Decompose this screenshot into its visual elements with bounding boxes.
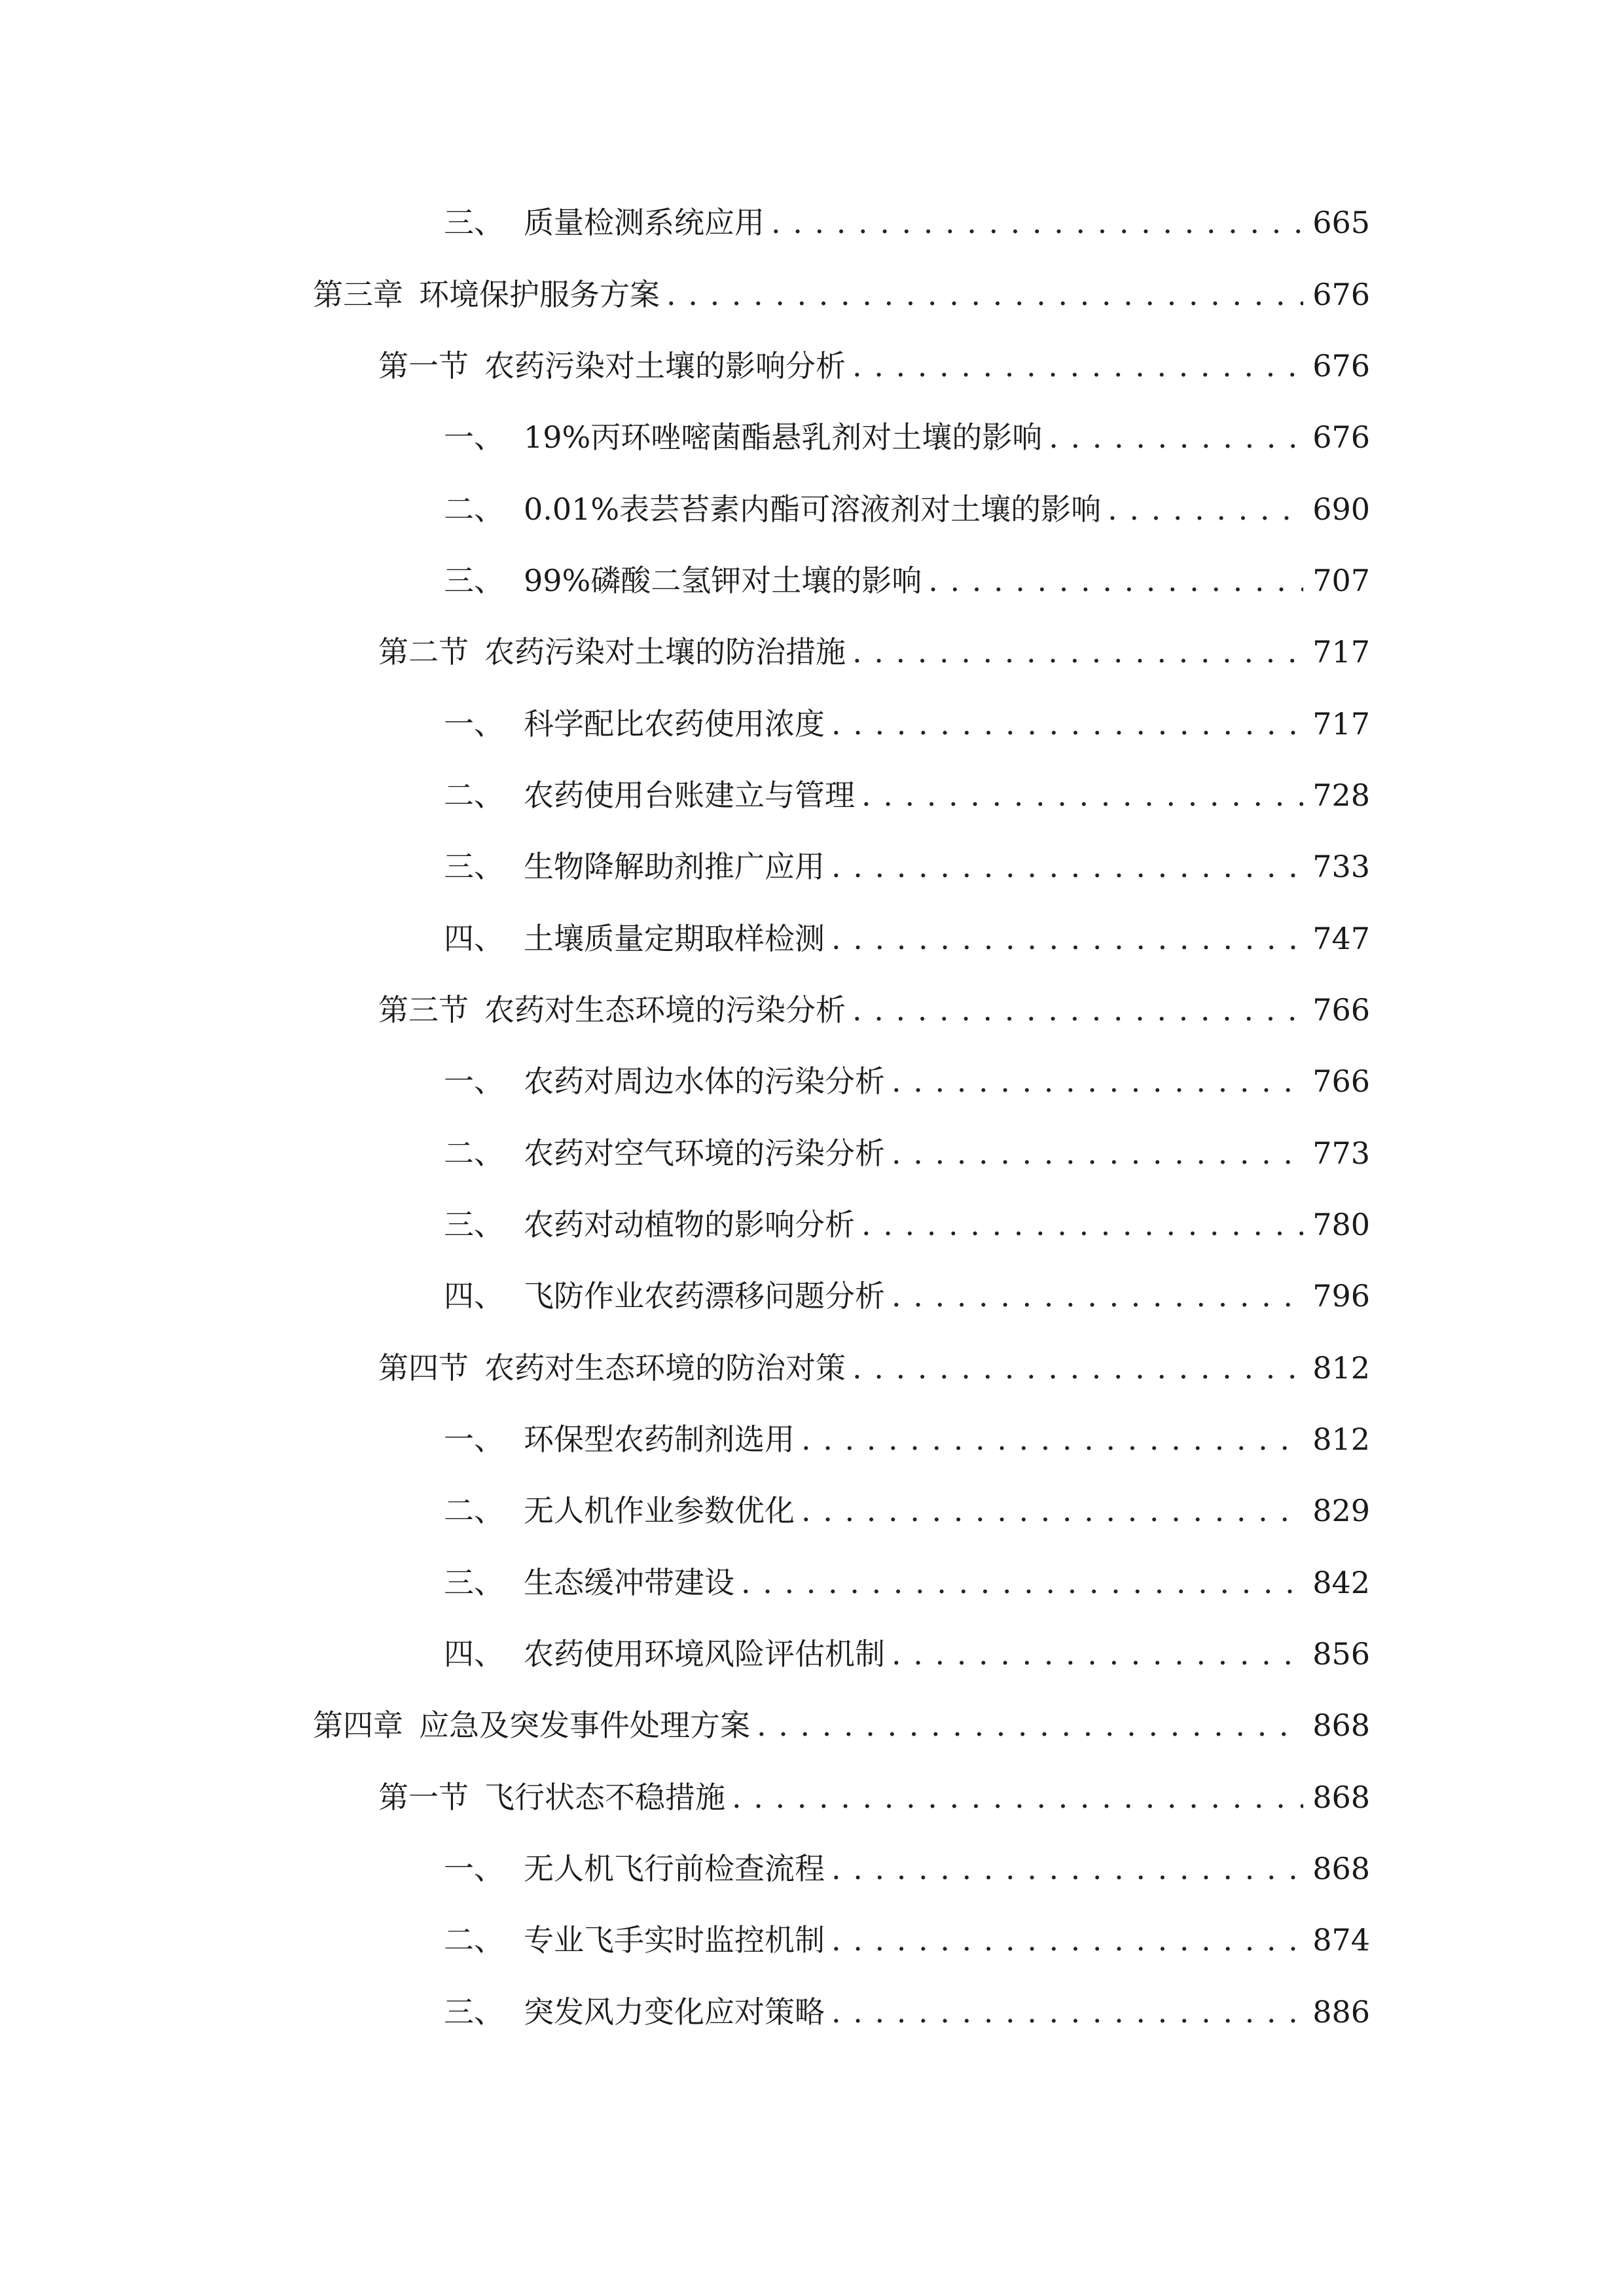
entry-title: 农药对动植物的影响分析 <box>524 1207 855 1242</box>
toc-entry[interactable] <box>444 190 1370 242</box>
dot-leader <box>861 1205 1303 1244</box>
entry-page-number: 856 <box>1312 1636 1370 1672</box>
entry-title: 农药对空气环境的污染分析 <box>524 1136 885 1171</box>
dot-leader <box>861 776 1303 815</box>
entry-title: 应急及突发事件处理方案 <box>419 1708 750 1743</box>
entry-number: 第一节 <box>378 1780 469 1815</box>
entry-page-number: 829 <box>1312 1493 1370 1528</box>
entry-title: 生态缓冲带建设 <box>524 1565 734 1600</box>
toc-entry[interactable] <box>444 1907 1370 1960</box>
dot-leader <box>741 1563 1303 1602</box>
toc-entry[interactable] <box>444 1121 1370 1173</box>
entry-number: 二、 <box>444 1922 504 1958</box>
dot-leader <box>852 346 1303 386</box>
toc-entry[interactable] <box>378 1335 1370 1388</box>
entry-number: 第四章 <box>313 1708 403 1743</box>
entry-page-number: 665 <box>1312 205 1370 240</box>
dot-leader <box>892 1634 1303 1674</box>
entry-number: 一、 <box>444 1064 504 1099</box>
toc-entry[interactable] <box>444 404 1370 457</box>
dot-leader <box>732 1778 1303 1817</box>
entry-number: 二、 <box>444 492 504 527</box>
entry-number: 一、 <box>444 1422 504 1457</box>
dot-leader <box>831 704 1303 744</box>
dot-leader <box>771 203 1303 242</box>
entry-number: 第三章 <box>313 277 403 312</box>
toc-entry[interactable] <box>378 1765 1370 1817</box>
entry-title: 无人机飞行前检查流程 <box>524 1851 825 1886</box>
entry-page-number: 717 <box>1312 706 1370 742</box>
entry-number: 一、 <box>444 1851 504 1886</box>
toc-entry[interactable] <box>444 1049 1370 1101</box>
toc-entry[interactable] <box>444 1550 1370 1602</box>
toc-entry[interactable] <box>378 333 1370 386</box>
dot-leader <box>831 1920 1303 1960</box>
entry-page-number: 773 <box>1312 1136 1370 1171</box>
entry-title: 飞防作业农药漂移问题分析 <box>524 1278 885 1314</box>
entry-title: 生物降解助剂推广应用 <box>524 849 825 884</box>
dot-leader <box>852 990 1303 1030</box>
toc-entry[interactable] <box>444 1478 1370 1530</box>
entry-page-number: 707 <box>1312 563 1370 598</box>
entry-number: 一、 <box>444 420 504 455</box>
dot-leader <box>1049 418 1303 457</box>
entry-number: 三、 <box>444 1994 504 2030</box>
dot-leader <box>666 275 1303 314</box>
entry-title: 环保型农药制剂选用 <box>524 1422 795 1457</box>
dot-leader <box>852 632 1303 672</box>
dot-leader <box>801 1420 1303 1459</box>
entry-number: 三、 <box>444 205 504 240</box>
entry-title: 农药污染对土壤的防治措施 <box>484 634 846 670</box>
entry-title: 99%磷酸二氢钾对土壤的影响 <box>524 563 922 598</box>
entry-title: 科学配比农药使用浓度 <box>524 706 825 742</box>
entry-number: 三、 <box>444 563 504 598</box>
entry-number: 第三节 <box>378 992 469 1028</box>
entry-number: 二、 <box>444 778 504 813</box>
entry-page-number: 842 <box>1312 1565 1370 1600</box>
entry-number: 二、 <box>444 1136 504 1171</box>
entry-title: 农药污染对土壤的影响分析 <box>484 348 846 384</box>
toc-entry[interactable] <box>444 1407 1370 1459</box>
entry-page-number: 868 <box>1312 1851 1370 1886</box>
dot-leader <box>831 1992 1303 2032</box>
dot-leader <box>928 561 1303 600</box>
entry-page-number: 780 <box>1312 1207 1370 1242</box>
toc-entry[interactable] <box>444 906 1370 958</box>
dot-leader <box>852 1348 1303 1388</box>
entry-page-number: 690 <box>1312 492 1370 527</box>
entry-title: 质量检测系统应用 <box>524 205 765 240</box>
dot-leader <box>801 1491 1303 1530</box>
entry-number: 第四节 <box>378 1350 469 1386</box>
entry-page-number: 886 <box>1312 1994 1370 2030</box>
entry-page-number: 874 <box>1312 1922 1370 1958</box>
entry-page-number: 676 <box>1312 277 1370 312</box>
entry-number: 三、 <box>444 1207 504 1242</box>
entry-page-number: 676 <box>1312 420 1370 455</box>
entry-title: 专业飞手实时监控机制 <box>524 1922 825 1958</box>
dot-leader <box>831 847 1303 886</box>
entry-page-number: 812 <box>1312 1422 1370 1457</box>
entry-number: 第一节 <box>378 348 469 384</box>
entry-page-number: 796 <box>1312 1278 1370 1314</box>
toc-entry[interactable] <box>444 476 1370 529</box>
entry-page-number: 728 <box>1312 778 1370 813</box>
toc-entry[interactable] <box>444 548 1370 600</box>
toc-entry[interactable] <box>444 1263 1370 1316</box>
toc-entry[interactable] <box>444 1836 1370 1888</box>
toc-entry[interactable] <box>444 762 1370 815</box>
entry-title: 土壤质量定期取样检测 <box>524 921 825 956</box>
toc-entry[interactable] <box>313 1693 1370 1745</box>
toc-entry[interactable] <box>444 691 1370 744</box>
toc-entry[interactable] <box>378 977 1370 1030</box>
entry-title: 农药对生态环境的污染分析 <box>484 992 846 1028</box>
toc-entry[interactable] <box>313 262 1370 314</box>
entry-page-number: 717 <box>1312 634 1370 670</box>
dot-leader <box>831 1849 1303 1888</box>
dot-leader <box>892 1134 1303 1173</box>
entry-page-number: 868 <box>1312 1708 1370 1743</box>
entry-title: 飞行状态不稳措施 <box>484 1780 725 1815</box>
toc-entry[interactable] <box>444 834 1370 886</box>
entry-title: 环境保护服务方案 <box>419 277 660 312</box>
entry-title: 农药对生态环境的防治对策 <box>484 1350 846 1386</box>
entry-page-number: 868 <box>1312 1780 1370 1815</box>
entry-number: 一、 <box>444 706 504 742</box>
toc-entry[interactable] <box>444 1979 1370 2032</box>
entry-title: 农药使用台账建立与管理 <box>524 778 855 813</box>
entry-number: 四、 <box>444 921 504 956</box>
entry-number: 三、 <box>444 849 504 884</box>
toc-entry[interactable] <box>444 1621 1370 1674</box>
entry-title: 19%丙环唑嘧菌酯悬乳剂对土壤的影响 <box>524 420 1043 455</box>
entry-page-number: 733 <box>1312 849 1370 884</box>
entry-title: 农药使用环境风险评估机制 <box>524 1636 885 1672</box>
entry-title: 0.01%表芸苔素内酯可溶液剂对土壤的影响 <box>524 492 1102 527</box>
entry-page-number: 747 <box>1312 921 1370 956</box>
dot-leader <box>831 919 1303 958</box>
dot-leader <box>1108 490 1303 529</box>
entry-page-number: 812 <box>1312 1350 1370 1386</box>
toc-entry[interactable] <box>378 619 1370 672</box>
entry-page-number: 766 <box>1312 992 1370 1028</box>
entry-title: 突发风力变化应对策略 <box>524 1994 825 2030</box>
entry-title: 无人机作业参数优化 <box>524 1493 795 1528</box>
dot-leader <box>892 1062 1303 1101</box>
dot-leader <box>757 1706 1303 1745</box>
entry-page-number: 766 <box>1312 1064 1370 1099</box>
entry-number: 三、 <box>444 1565 504 1600</box>
dot-leader <box>892 1276 1303 1316</box>
entry-page-number: 676 <box>1312 348 1370 384</box>
entry-number: 第二节 <box>378 634 469 670</box>
entry-title: 农药对周边水体的污染分析 <box>524 1064 885 1099</box>
entry-number: 四、 <box>444 1636 504 1672</box>
toc-entry[interactable] <box>444 1192 1370 1244</box>
entry-number: 二、 <box>444 1493 504 1528</box>
entry-number: 四、 <box>444 1278 504 1314</box>
